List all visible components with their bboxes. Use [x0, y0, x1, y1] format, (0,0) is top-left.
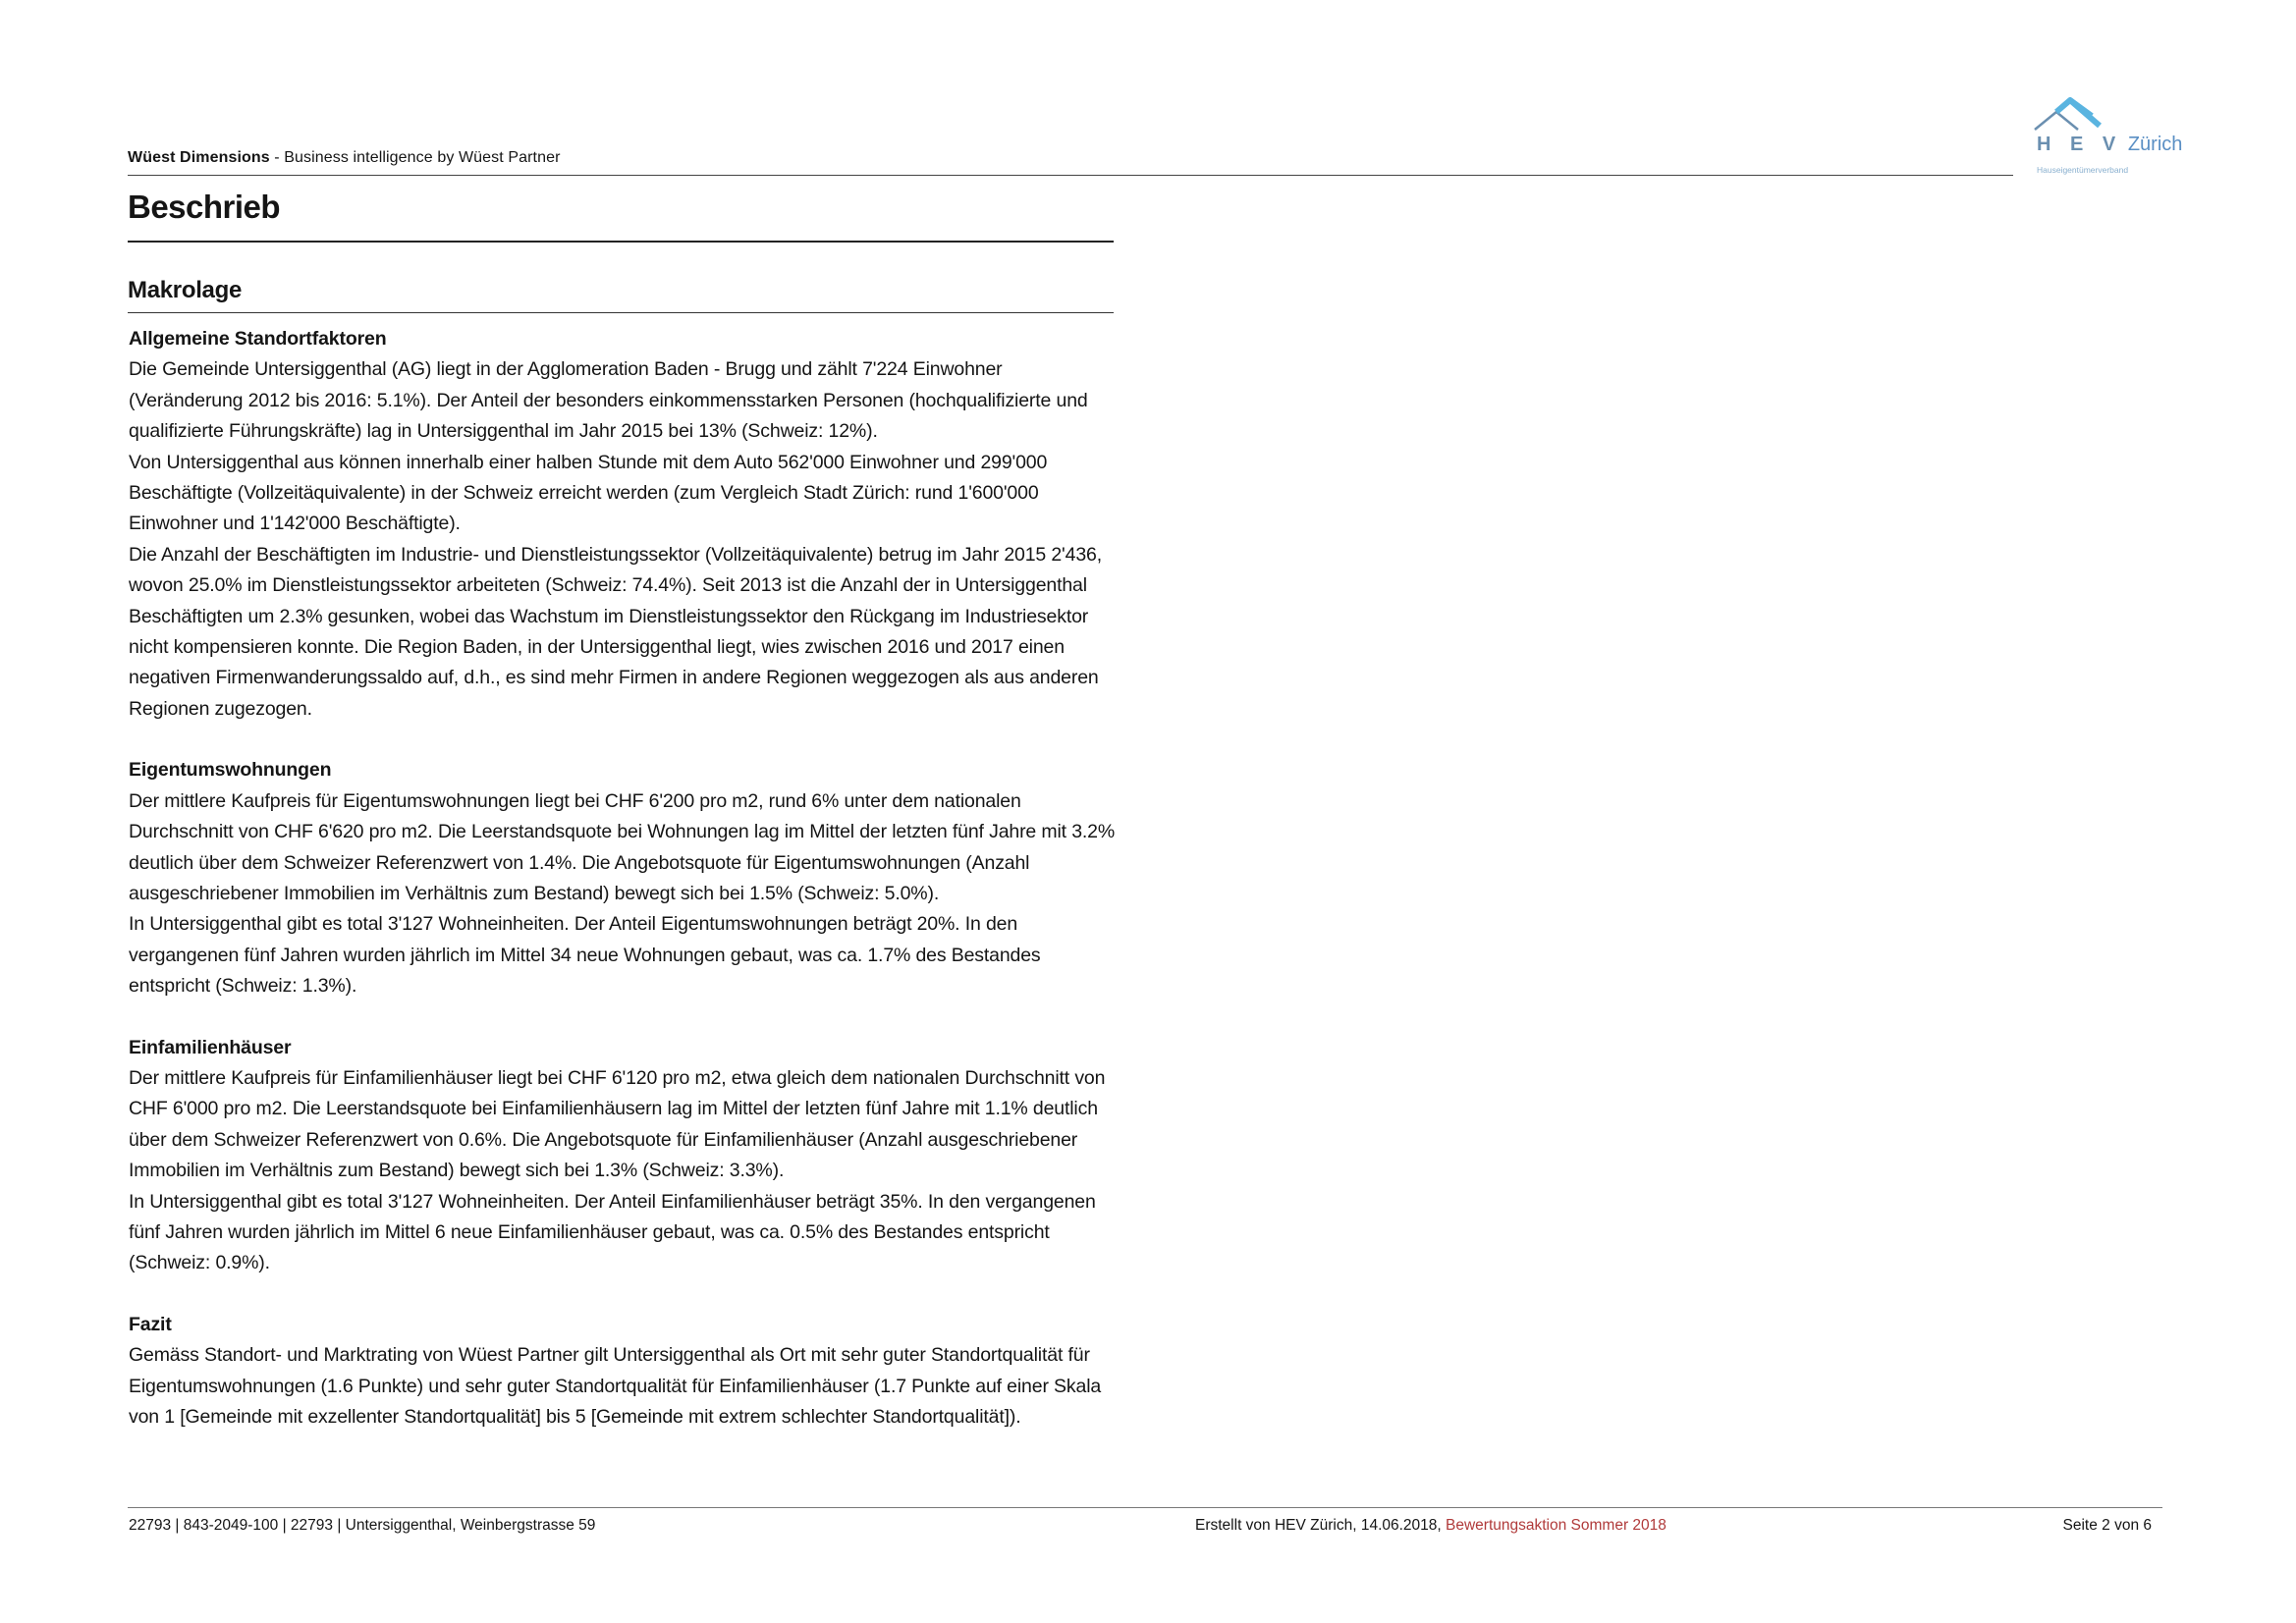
logo-hev: H E V	[2037, 134, 2123, 155]
footer-campaign: Bewertungsaktion Sommer 2018	[1446, 1517, 1667, 1534]
block-title: Eigentumswohnungen	[129, 759, 332, 782]
footer-divider	[128, 1507, 2162, 1508]
logo-city: Zürich	[2127, 134, 2183, 155]
page-number: Seite 2 von 6	[2062, 1517, 2152, 1534]
house-roof-icon	[2031, 94, 2159, 134]
header-brand-line	[128, 149, 561, 167]
block-title: Einfamilienhäuser	[129, 1036, 292, 1058]
paragraph: In Untersiggenthal gibt es total 3'127 Wohneinheiten. Der Anteil Eigentumswohnungen beträgt 20%. In den vergangenen fünf Jahren wurden jährlich im Mittel 34 neue Wohnungen gebaut, was ca. 1.7% des Bestandes entspricht (Schweiz: 1.3%).	[129, 913, 1041, 998]
paragraph: Der mittlere Kaufpreis für Einfamilienhäuser liegt bei CHF 6'120 pro m2, etwa gleich dem nationalen Durchschnitt von CHF 6'000 pro m2. Die Leerstandsquote bei Einfamilienhäusern lag im Mittel der letzten fünf Jahre mit 1.1% deutlich über dem Schweizer Referenzwert von 0.6%. Die Angebotsquote für Einfamilienhäuser (Anzahl ausgeschriebener Immobilien im Verhältnis zum Bestand) bewegt sich bei 1.3% (Schweiz: 3.3%).	[129, 1066, 1106, 1182]
paragraph: Die Gemeinde Untersiggenthal (AG) liegt in der Agglomeration Baden - Brugg und zählt 7'224 Einwohner (Veränderung 2012 bis 2016: 5.1%). Der Anteil der besonders einkommensstarken Personen (hochqualifizierte und qualifizierte Führungskräfte) lag in Untersiggenthal im Jahr 2015 bei 13% (Schweiz: 12%).	[129, 358, 1088, 443]
section-divider	[128, 312, 1114, 313]
header-divider	[128, 175, 2013, 176]
block-fazit	[129, 1310, 1121, 1434]
header-brand: Wüest Dimensions	[128, 149, 270, 166]
paragraph: Die Anzahl der Beschäftigten im Industrie- und Dienstleistungssektor (Vollzeitäquivalente) betrug im Jahr 2015 2'436, wovon 25.0% im Dienstleistungssektor arbeiteten (Schweiz: 74.4%). Seit 2013 ist die Anzahl der in Untersiggenthal Beschäftigten um 2.3% gesunken, wobei das Wachstum im Dienstleistungssektor den Rückgang im Industriesektor nicht kompensieren konnte. Die Region Baden, in der Untersiggenthal liegt, wies zwischen 2016 und 2017 einen negativen Firmenwanderungssaldo auf, d.h., es sind mehr Firmen in andere Regionen weggezogen als aus anderen Regionen zugezogen.	[129, 543, 1102, 720]
header-tagline: - Business intelligence by Wüest Partner	[269, 149, 561, 166]
footer-reference: 22793 | 843-2049-100 | 22793 | Untersiggenthal, Weinbergstrasse 59	[129, 1517, 596, 1534]
content-body	[129, 324, 1121, 1463]
block-eigentumswohnungen	[129, 755, 1121, 1001]
footer-created-by	[1195, 1517, 1667, 1535]
paragraph: In Untersiggenthal gibt es total 3'127 Wohneinheiten. Der Anteil Einfamilienhäuser beträgt 35%. In den vergangenen fünf Jahren wurden jährlich im Mittel 6 neue Einfamilienhäuser gebaut, was ca. 0.5% des Bestandes entspricht (Schweiz: 0.9%).	[129, 1190, 1096, 1274]
logo-name	[2037, 134, 2182, 156]
block-einfamilienhaeuser	[129, 1033, 1121, 1279]
block-title: Fazit	[129, 1313, 172, 1335]
logo-subtitle: Hauseigentümerverband	[2037, 165, 2129, 175]
paragraph: Der mittlere Kaufpreis für Eigentumswohnungen liegt bei CHF 6'200 pro m2, rund 6% unter dem nationalen Durchschnitt von CHF 6'620 pro m2. Die Leerstandsquote bei Wohnungen lag im Mittel der letzten fünf Jahre mit 3.2% deutlich über dem Schweizer Referenzwert von 1.4%. Die Angebotsquote für Eigentumswohnungen (Anzahl ausgeschriebener Immobilien im Verhältnis zum Bestand) bewegt sich bei 1.5% (Schweiz: 5.0%).	[129, 789, 1116, 904]
block-standortfaktoren	[129, 324, 1121, 725]
block-title: Allgemeine Standortfaktoren	[129, 328, 387, 350]
section-title: Makrolage	[128, 277, 243, 303]
paragraph: Von Untersiggenthal aus können innerhalb einer halben Stunde mit dem Auto 562'000 Einwohner und 299'000 Beschäftigte (Vollzeitäquivalente) in der Schweiz erreicht werden (zum Vergleich Stadt Zürich: rund 1'600'000 Einwohner und 1'142'000 Beschäftigte).	[129, 451, 1048, 535]
title-divider	[128, 241, 1114, 243]
hev-logo	[2025, 94, 2183, 181]
paragraph: Gemäss Standort- und Marktrating von Wüest Partner gilt Untersiggenthal als Ort mit sehr guter Standortqualität für Eigentumswohnungen (1.6 Punkte) und sehr guter Standortqualität für Einfamilienhäuser (1.7 Punkte auf einer Skala von 1 [Gemeinde mit exzellenter Standortqualität] bis 5 [Gemeinde mit extrem schlechter Standortqualität]).	[129, 1344, 1102, 1428]
footer-created-text: Erstellt von HEV Zürich, 14.06.2018,	[1195, 1517, 1447, 1534]
page-title: Beschrieb	[128, 189, 281, 225]
